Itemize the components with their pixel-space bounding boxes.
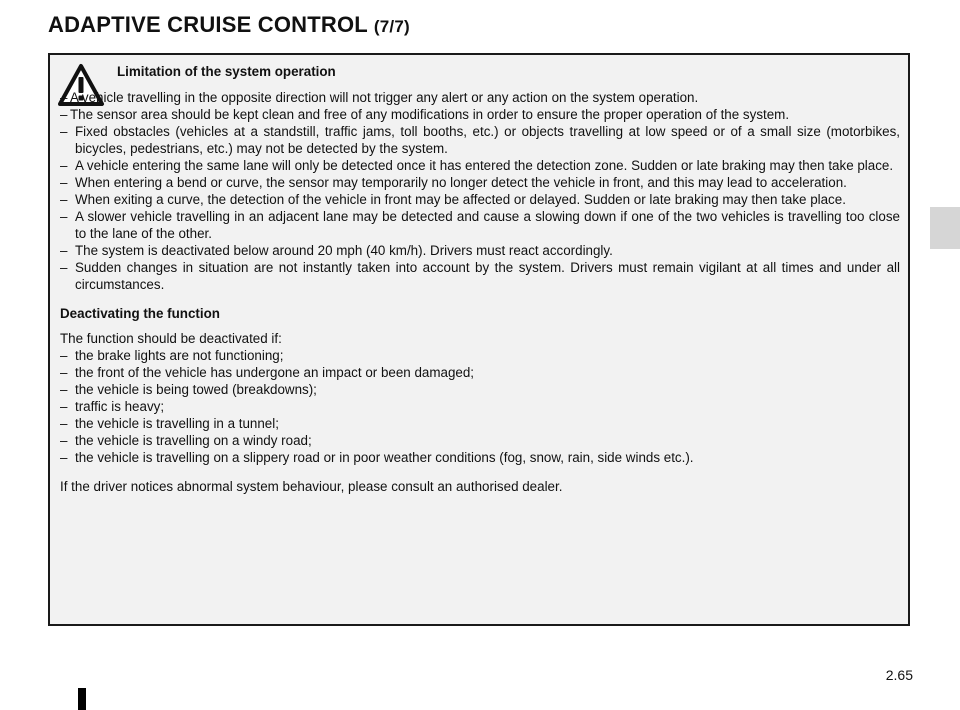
list-item: – A slower vehicle travelling in an adjacent lane may be detected and cause a slowing down if one of the two vehicles is travelling too close to the lane of the other.	[60, 208, 900, 242]
page-title-text: ADAPTIVE CRUISE CONTROL	[48, 12, 368, 37]
list-item: – the vehicle is travelling on a windy road;	[60, 432, 900, 449]
list-item: – When entering a bend or curve, the sensor may temporarily no longer detect the vehicle in front, and this may lead to acceleration.	[60, 174, 900, 191]
list-item: – the vehicle is travelling in a tunnel;	[60, 415, 900, 432]
list-item: – the front of the vehicle has undergone an impact or been damaged;	[60, 364, 900, 381]
deactivating-list	[60, 347, 900, 466]
deactivating-heading: Deactivating the function	[60, 306, 220, 321]
limitation-intro-list	[60, 89, 900, 123]
dealer-note: If the driver notices abnormal system behaviour, please consult an authorised dealer.	[60, 479, 563, 494]
corner-mark	[78, 688, 86, 710]
list-item: – traffic is heavy;	[60, 398, 900, 415]
list-item: – When exiting a curve, the detection of the vehicle in front may be affected or delayed. Sudden or late braking may then take place.	[60, 191, 900, 208]
limitation-heading: Limitation of the system operation	[117, 64, 336, 79]
list-item: – Fixed obstacles (vehicles at a standstill, traffic jams, toll booths, etc.) or objects travelling at low speed or of a small size (motorbikes, bicycles, pedestrians, etc.) may not be detected by the system.	[60, 123, 900, 157]
list-item: – The system is deactivated below around 20 mph (40 km/h). Drivers must react accordingly.	[60, 242, 900, 259]
page-number: 2.65	[885, 667, 913, 683]
list-item: – the brake lights are not functioning;	[60, 347, 900, 364]
list-item: – Sudden changes in situation are not instantly taken into account by the system. Drivers must remain vigilant at all times and under all circumstances.	[60, 259, 900, 293]
page-title	[48, 12, 410, 38]
warning-box	[48, 53, 910, 626]
chapter-tab	[930, 207, 960, 249]
list-item: – the vehicle is being towed (breakdowns);	[60, 381, 900, 398]
list-item: – the vehicle is travelling on a slippery road or in poor weather conditions (fog, snow, rain, side winds etc.).	[60, 449, 900, 466]
list-item: – A vehicle travelling in the opposite direction will not trigger any alert or any action on the system operation.	[60, 89, 900, 106]
warning-content	[60, 63, 900, 495]
list-item: – A vehicle entering the same lane will only be detected once it has entered the detection zone. Sudden or late braking may then take place.	[60, 157, 900, 174]
page-title-part: (7/7)	[373, 17, 410, 36]
limitation-list	[60, 123, 900, 293]
deactivating-intro: The function should be deactivated if:	[60, 331, 282, 346]
list-item: – The sensor area should be kept clean and free of any modifications in order to ensure the proper operation of the system.	[60, 106, 900, 123]
